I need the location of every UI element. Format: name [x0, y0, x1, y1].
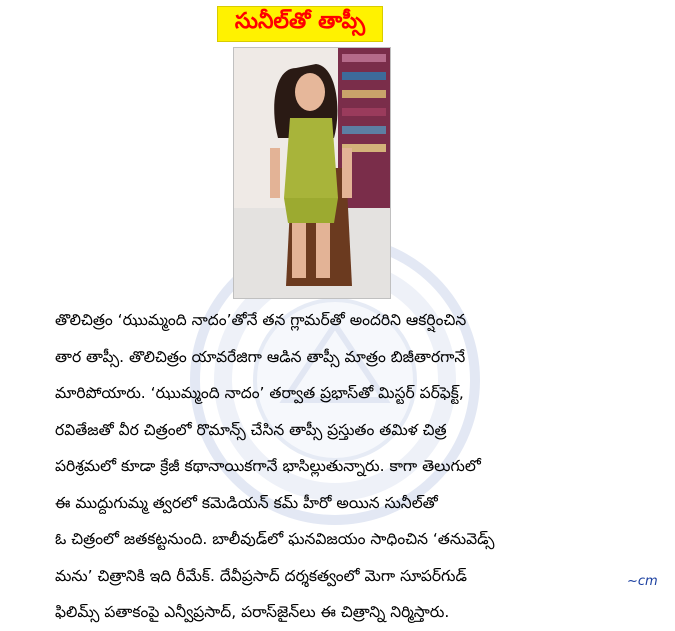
article-body	[55, 302, 655, 631]
article-line: పరిశ్రమలో కూడా క్రేజీ కథానాయికగానే భాసిల్లుతున్నారు. కాగా తెలుగులో	[55, 457, 481, 475]
article-line: మారిపోయారు. ‘ఝుమ్మంది నాదం’ తర్వాత ప్రభాస్‌తో మిస్టర్ పర్‌ఫెక్ట్,	[55, 384, 464, 402]
article-line: తార తాప్సీ. తొలిచిత్రం యావరేజిగా ఆడిన తాప్సీ మాత్రం బిజీతారగానే	[55, 347, 466, 366]
article-line: తొలిచిత్రం ‘ఝుమ్మంది నాదం’తోనే తన గ్లామర్‌తో అందరిని ఆకర్షించిన	[55, 311, 467, 329]
title-banner	[0, 0, 675, 44]
photo-illustration	[234, 48, 390, 298]
article-photo	[233, 47, 391, 299]
article-line: ఓ చిత్రంలో జతకట్టనుంది. బాలీవుడ్‌లో ఘనవిజయం సాధించిన ‘తనువెడ్స్	[55, 530, 495, 548]
title-box	[217, 6, 383, 42]
article-line: ఫిలిమ్స్ పతాకంపై ఎన్వీప్రసాద్, పరాస్‌జైన్‌లు ఈ చిత్రాన్ని నిర్మిస్తారు.	[55, 603, 450, 621]
article-line: మను’ చిత్రానికి ఇది రీమేక్. దేవీప్రసాద్ దర్శకత్వంలో మెగా సూపర్‌గుడ్	[55, 566, 467, 585]
page-title: సునీల్‌తో తాప్సీ	[234, 9, 366, 34]
article-line: ఈ ముద్దుగుమ్మ త్వరలో కమెడియన్ కమ్ హీరో అయిన సునీల్‌తో	[55, 493, 438, 512]
article-line: రవితేజతో వీర చిత్రంలో రొమాన్స్ చేసిన తాప్సీ ప్రస్తుతం తమిళ చిత్ర	[55, 420, 447, 439]
author-signature: ~cm	[627, 574, 658, 589]
